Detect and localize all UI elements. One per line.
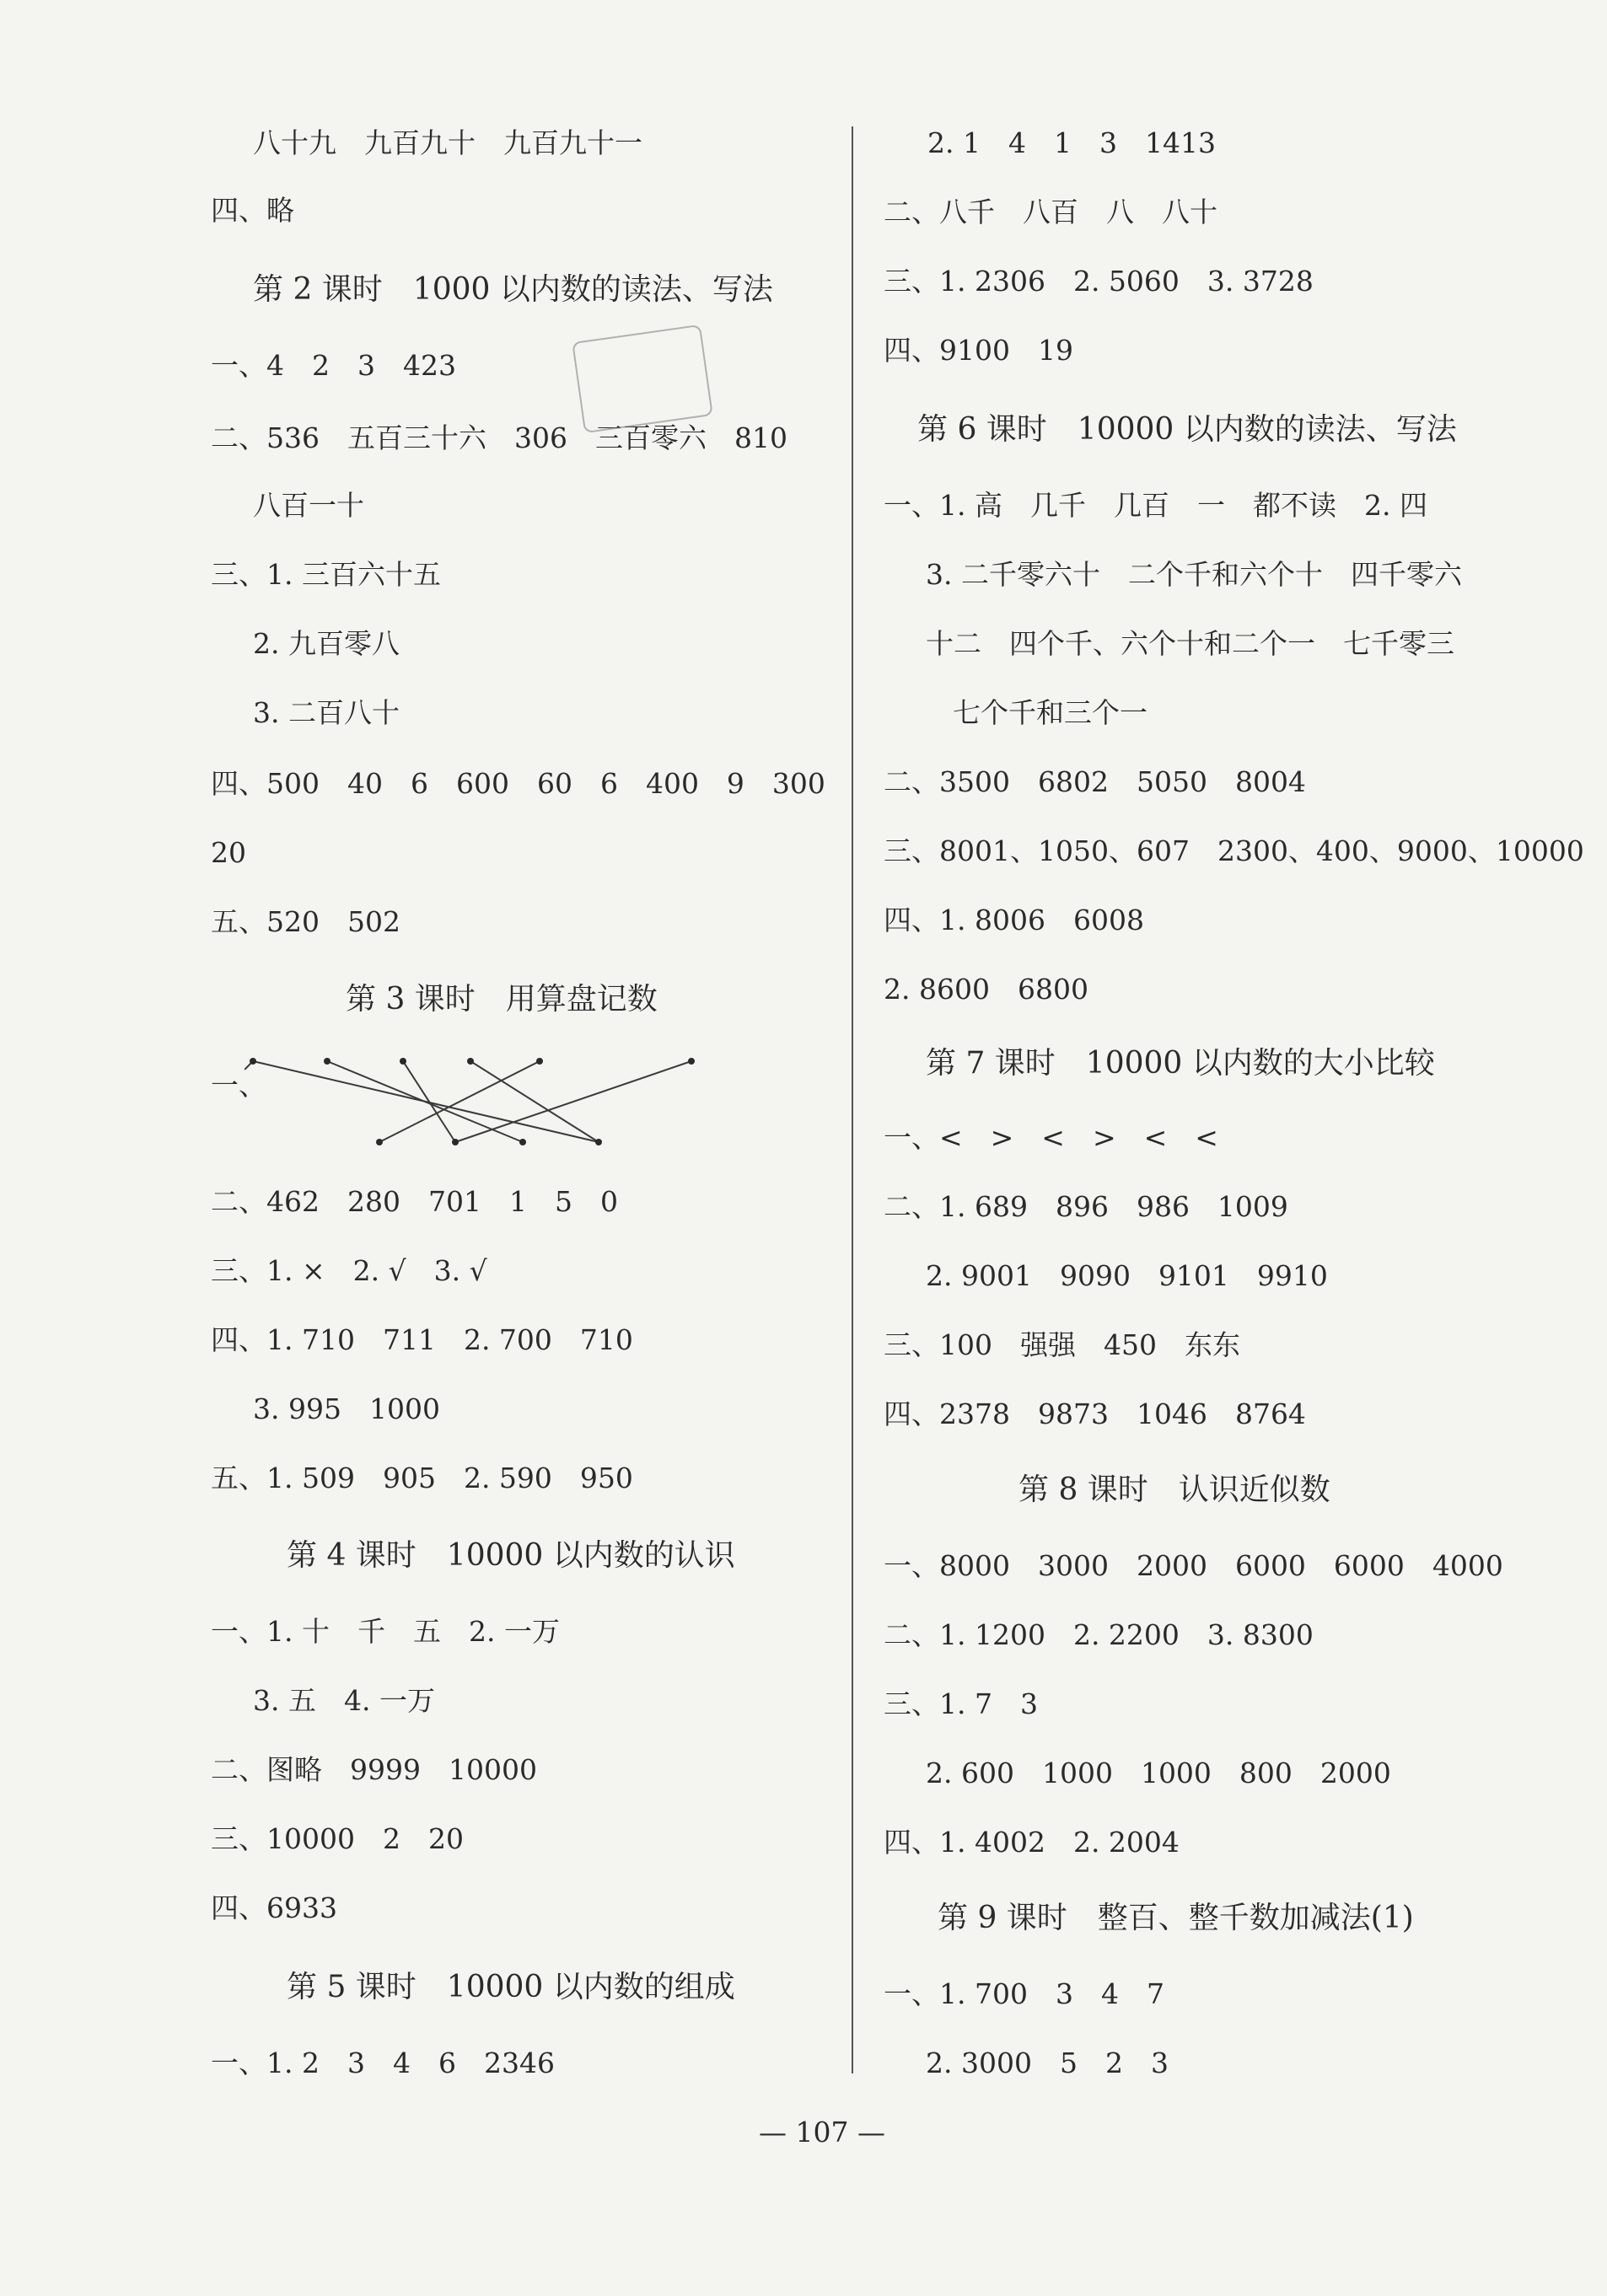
answer-line: 一、1. 2 3 4 6 2346 [211,2047,555,2079]
answer-line: 一、 [211,1069,266,1102]
answer-line: 四、1. 710 711 2. 700 710 [211,1323,633,1356]
answer-line: 四、6933 [211,1891,337,1924]
lesson-heading: 第 9 课时 整百、整千数加减法(1) [938,1901,1414,1935]
answer-line: 一、1. 高 几千 几百 一 都不读 2. 四 [884,489,1427,522]
lesson-heading: 第 7 课时 10000 以内数的大小比较 [926,1046,1435,1081]
answer-line: 三、1. 三百六十五 [211,558,441,591]
answer-line: 3. 995 1000 [253,1392,440,1425]
lesson-heading: 第 3 课时 用算盘记数 [346,982,658,1017]
answer-line: 2. 1 4 1 3 1413 [927,126,1216,159]
answer-line: 2. 600 1000 1000 800 2000 [926,1757,1391,1789]
lesson-heading: 第 4 课时 10000 以内数的认识 [287,1538,735,1573]
answer-line: 三、8001、1050、607 2300、400、9000、10000 [884,834,1584,867]
answer-line: 2. 3000 5 2 3 [926,2047,1169,2079]
answer-line: 3. 二百八十 [253,696,400,729]
page-number: — 107 — [759,2116,885,2148]
matching-lines-diagram [245,1049,717,1159]
answer-line: 二、1. 689 896 986 1009 [884,1190,1288,1223]
lesson-heading: 第 2 课时 1000 以内数的读法、写法 [253,272,773,307]
answer-line: 二、462 280 701 1 5 0 [211,1185,618,1218]
answer-line: 3. 二千零六十 二个千和六个十 四千零六 [926,558,1462,591]
watermark-stamp-logo [572,325,713,433]
answer-line: 2. 九百零八 [253,627,400,660]
answer-line: 二、图略 9999 10000 [211,1753,537,1786]
answer-line: 四、1. 8006 6008 [884,904,1144,936]
answer-line: 七个千和三个一 [953,696,1147,729]
answer-line: 一、8000 3000 2000 6000 6000 4000 [884,1549,1503,1582]
answer-line: 四、500 40 6 600 60 6 400 9 300 [211,767,825,800]
answer-line: 2. 9001 9090 9101 9910 [926,1259,1328,1292]
answer-line: 二、八千 八百 八 八十 [884,196,1217,228]
answer-line: 3. 五 4. 一万 [253,1684,435,1717]
answer-line: 八百一十 [253,489,364,522]
answer-line: 三、1. 2306 2. 5060 3. 3728 [884,265,1314,298]
answer-line: 三、1. 7 3 [884,1687,1038,1720]
column-divider [852,126,853,2073]
answer-line: 四、9100 19 [884,334,1073,367]
answer-line: 二、3500 6802 5050 8004 [884,765,1306,798]
answer-line: 三、10000 2 20 [211,1822,464,1855]
lesson-heading: 第 6 课时 10000 以内数的读法、写法 [917,412,1457,447]
lesson-heading: 第 5 课时 10000 以内数的组成 [287,1970,735,2004]
answer-line: 2. 8600 6800 [884,973,1088,1006]
answer-line: 四、2378 9873 1046 8764 [884,1397,1306,1430]
answer-line: 二、536 五百三十六 306 三百零六 810 [211,421,787,454]
answer-line: 三、1. × 2. √ 3. √ [211,1254,487,1287]
answer-line: 一、1. 十 千 五 2. 一万 [211,1615,560,1648]
answer-line: 20 [211,836,246,869]
answer-line: 四、略 [211,194,294,227]
answer-line: 二、1. 1200 2. 2200 3. 8300 [884,1618,1314,1651]
answer-line: 五、520 502 [211,905,400,938]
answer-line: 五、1. 509 905 2. 590 950 [211,1462,633,1494]
answer-line: 四、1. 4002 2. 2004 [884,1826,1180,1859]
answer-line: 八十九 九百九十 九百九十一 [253,126,642,159]
answer-line: 十二 四个千、六个十和二个一 七千零三 [926,627,1454,660]
answer-line: 一、1. 700 3 4 7 [884,1977,1164,2010]
answer-line: 三、100 强强 450 东东 [884,1328,1240,1361]
answer-line: 一、< > < > < < [884,1121,1218,1154]
answer-line: 一、4 2 3 423 [211,349,456,382]
lesson-heading: 第 8 课时 认识近似数 [1018,1473,1330,1507]
